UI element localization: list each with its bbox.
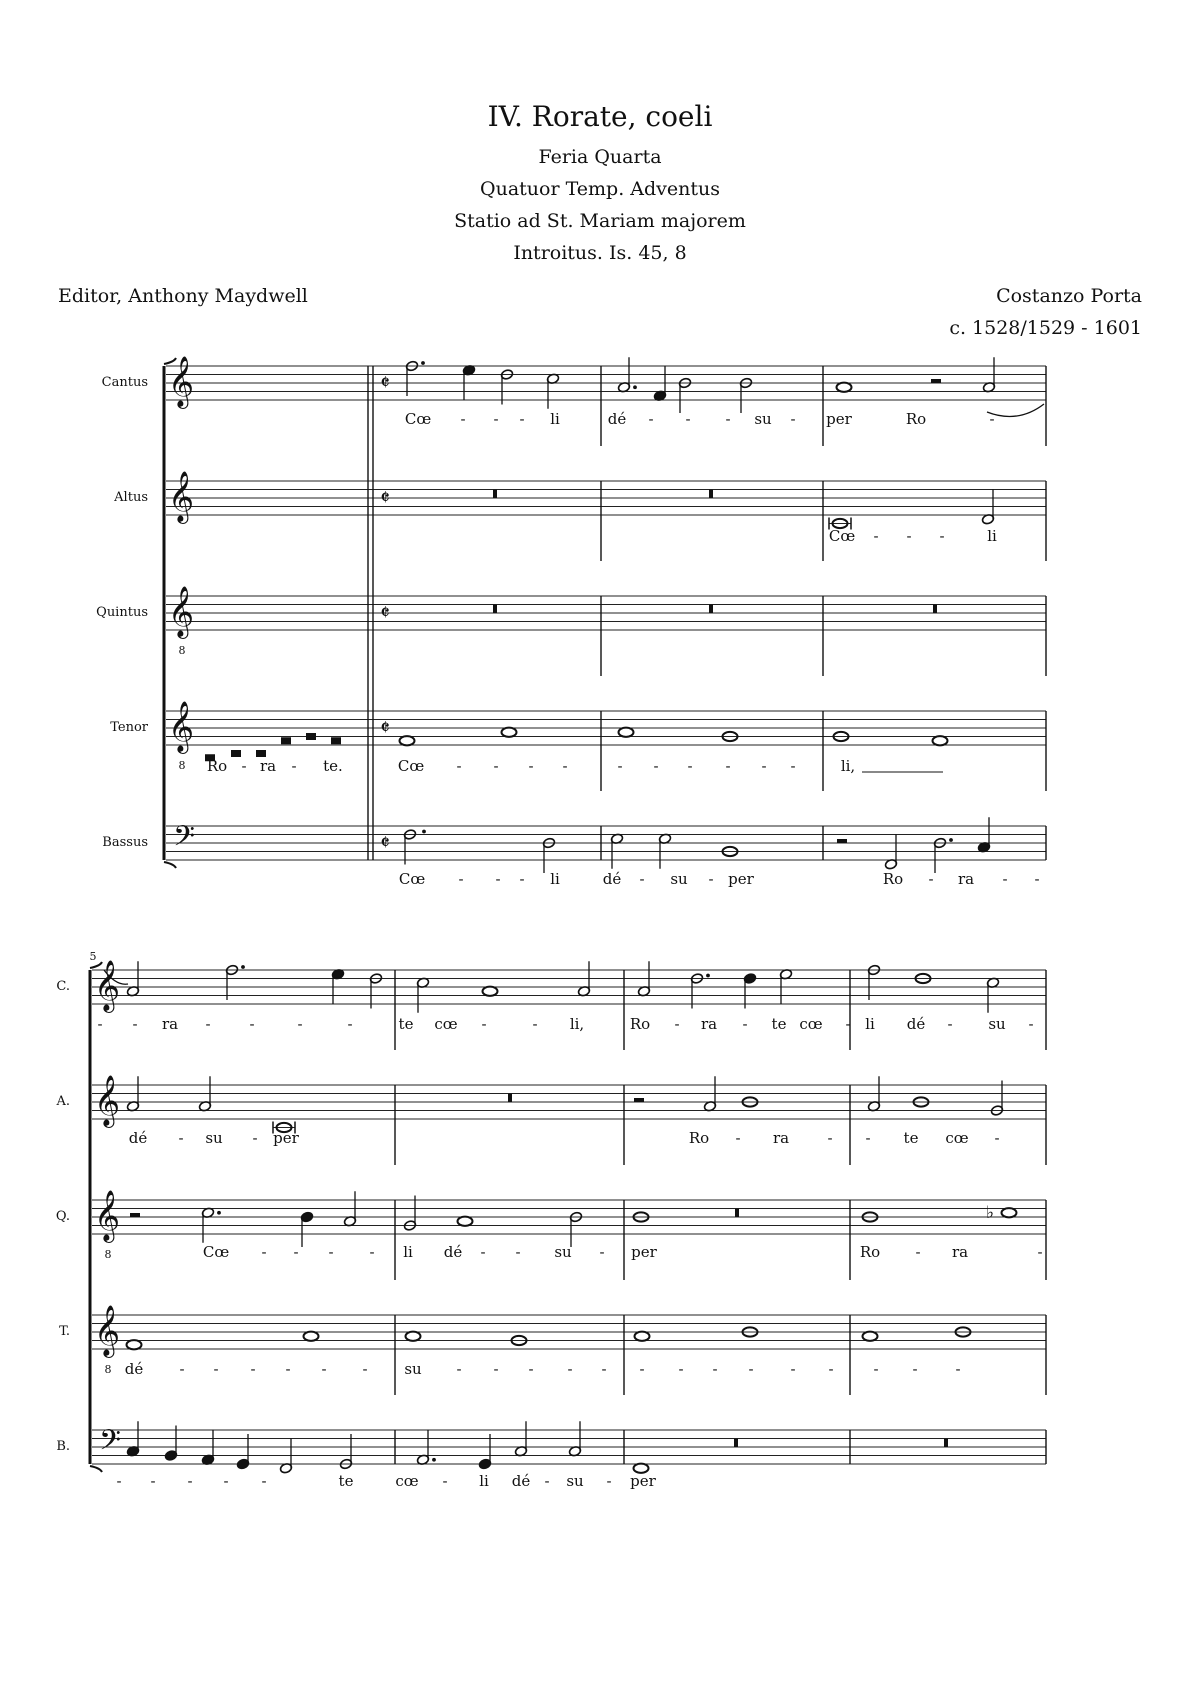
note-h <box>867 1076 880 1112</box>
lyric-syllable: dé <box>124 1360 144 1378</box>
note-q <box>201 1430 214 1466</box>
lyric-syllable: ra <box>951 1243 969 1261</box>
lyric-syllable: ra <box>957 870 975 888</box>
composer-dates: c. 1528/1529 - 1601 <box>949 317 1142 339</box>
lyric-syllable: - <box>480 1243 486 1261</box>
note-q <box>743 973 756 1009</box>
lyric-syllable: - <box>712 1360 718 1378</box>
lyric-syllable: - <box>606 1472 612 1490</box>
note-w <box>483 987 498 996</box>
lyric-syllable: - <box>205 1015 211 1033</box>
lyric-syllable: Ro <box>206 757 228 775</box>
bass-clef: 𝄢 <box>99 1424 121 1464</box>
treble-clef: 𝄞 <box>93 960 121 1011</box>
lyric-syllable: te <box>398 1015 414 1033</box>
note-h <box>610 833 623 869</box>
lyric-syllable: - <box>601 1360 607 1378</box>
page-title: IV. Rorate, coeli <box>487 100 713 133</box>
treble-clef: 𝄞 <box>93 1190 121 1241</box>
half-rest <box>634 1098 644 1102</box>
note-h <box>577 961 590 997</box>
treble-clef-octave-mark: 8 <box>104 1248 112 1261</box>
note-w <box>406 1332 421 1341</box>
lyric-syllable: ra <box>161 1015 179 1033</box>
lyric-syllable: - <box>1034 870 1040 888</box>
lyric-syllable: su <box>404 1360 422 1378</box>
lyric-syllable: - <box>223 1472 229 1490</box>
part-name-abbrev: A. <box>56 1094 70 1109</box>
chant-neume <box>256 750 266 757</box>
treble-clef-octave-mark: 8 <box>104 1363 112 1376</box>
lyric-syllable: cœ <box>434 1015 458 1033</box>
lyric-syllable: - <box>928 870 934 888</box>
lyric-syllable: per <box>273 1129 299 1147</box>
lyric-syllable: - <box>873 1360 879 1378</box>
lyric-syllable: Cœ <box>202 1243 230 1261</box>
part-name-abbrev: C. <box>56 979 70 994</box>
subtitle-feria: Feria Quarta <box>538 146 662 168</box>
lyric-syllable: te <box>338 1472 354 1490</box>
lyric-syllable: Ro <box>859 1243 881 1261</box>
chant-neume <box>231 750 241 757</box>
chant-neume <box>306 733 316 740</box>
treble-clef: 𝄞 <box>93 1075 121 1126</box>
note-hd <box>617 357 637 393</box>
lyric-syllable: - <box>845 1015 851 1033</box>
lyric-syllable: per <box>630 1472 656 1490</box>
lyric-syllable: - <box>456 757 462 775</box>
lyric-syllable: - <box>460 410 466 428</box>
note-q <box>331 968 344 1004</box>
treble-clef-octave-mark: 8 <box>178 759 186 772</box>
note-q <box>478 1434 491 1470</box>
lyric-syllable: Ro <box>905 410 927 428</box>
note-h <box>658 833 671 869</box>
note-h <box>126 1076 139 1112</box>
lyric-syllable: li, <box>840 757 856 775</box>
lyric-syllable: - <box>328 1243 334 1261</box>
lyric-syllable: - <box>1002 870 1008 888</box>
lyric-syllable: - <box>249 1015 255 1033</box>
note-w <box>1002 1208 1017 1217</box>
augmentation-dot <box>422 830 426 834</box>
lyric-syllable: li <box>987 527 997 545</box>
subtitle-introitus: Introitus. Is. 45, 8 <box>513 242 687 264</box>
subtitle-tempora: Quatuor Temp. Adventus <box>480 178 720 200</box>
breve-rest <box>933 605 937 614</box>
lyric-syllable: - <box>481 1015 487 1033</box>
note-h <box>198 1076 211 1112</box>
breve-rest <box>493 605 497 614</box>
treble-clef: 𝄞 <box>167 471 195 522</box>
note-q <box>653 366 666 402</box>
lyric-syllable: - <box>947 1015 953 1033</box>
lyric-syllable: - <box>150 1472 156 1490</box>
lyric-syllable: li <box>550 870 560 888</box>
breve-rest <box>493 490 497 499</box>
lyric-syllable: - <box>639 870 645 888</box>
tie-arc <box>987 404 1044 417</box>
part-name-abbrev: Q. <box>55 1209 70 1224</box>
lyric-syllable: - <box>132 1015 138 1033</box>
lyric-syllable: - <box>493 410 499 428</box>
lyric-syllable: - <box>515 1243 521 1261</box>
breve-rest <box>709 490 713 499</box>
breve-rest <box>734 1439 738 1448</box>
chant-neume <box>281 737 291 744</box>
note-w <box>933 736 948 745</box>
cut-time-sign: 𝄵 <box>380 371 390 396</box>
part-name-abbrev: T. <box>59 1324 70 1339</box>
lyric-syllable: - <box>528 1360 534 1378</box>
lyric-syllable: su <box>554 1243 572 1261</box>
lyric-syllable: - <box>761 757 767 775</box>
note-h <box>568 1421 581 1457</box>
lyric-syllable: li <box>479 1472 489 1490</box>
lyric-syllable: cœ <box>799 1015 823 1033</box>
treble-clef: 𝄞 <box>167 701 195 752</box>
note-h <box>982 357 995 393</box>
breve-rest <box>709 605 713 614</box>
lyric-syllable: - <box>790 1360 796 1378</box>
note-h <box>986 977 999 1013</box>
measure-number: 5 <box>89 950 97 963</box>
treble-clef-octave-mark: 8 <box>178 644 186 657</box>
lyric-syllable: te. <box>323 757 343 775</box>
note-q <box>462 364 475 400</box>
breve-rest <box>944 1439 948 1448</box>
lyric-syllable: - <box>674 1015 680 1033</box>
lyric-syllable: - <box>261 1243 267 1261</box>
lyric-syllable: - <box>519 870 525 888</box>
lyric-syllable: - <box>906 527 912 545</box>
lyric-syllable: - <box>1028 1015 1034 1033</box>
lyric-syllable: - <box>617 757 623 775</box>
lyric-syllable: - <box>213 1360 219 1378</box>
lyric-syllable: - <box>685 410 691 428</box>
lyric-syllable: - <box>748 1360 754 1378</box>
lyric-syllable: ra <box>259 757 277 775</box>
note-h <box>514 1421 527 1457</box>
lyric-syllable: te <box>903 1129 919 1147</box>
chant-neume <box>331 737 341 744</box>
lyric-syllable: - <box>687 757 693 775</box>
note-h <box>546 373 559 409</box>
lyric-syllable: - <box>293 1243 299 1261</box>
lyric-syllable: dé <box>511 1472 531 1490</box>
note-w <box>304 1332 319 1341</box>
lyric-syllable: - <box>955 1360 961 1378</box>
half-rest <box>837 839 847 843</box>
lyric-syllable: - <box>241 757 247 775</box>
note-h <box>703 1076 716 1112</box>
note-h <box>279 1438 292 1474</box>
lyric-syllable: - <box>297 1015 303 1033</box>
lyric-syllable: per <box>728 870 754 888</box>
note-q <box>977 817 990 853</box>
note-h <box>779 968 792 1004</box>
lyric-syllable: te <box>771 1015 787 1033</box>
lyric-syllable: dé <box>128 1129 148 1147</box>
note-h <box>126 961 139 997</box>
lyric-syllable: - <box>989 410 995 428</box>
part-name: Bassus <box>102 835 148 850</box>
lyric-syllable: - <box>994 1129 1000 1147</box>
lyric-syllable: - <box>544 1472 550 1490</box>
lyric-syllable: - <box>567 1360 573 1378</box>
lyric-syllable: dé <box>602 870 622 888</box>
part-name: Tenor <box>110 720 148 735</box>
lyric-syllable: - <box>725 757 731 775</box>
bass-clef: 𝄢 <box>173 820 195 860</box>
lyric-syllable: - <box>742 1015 748 1033</box>
lyric-syllable: - <box>708 870 714 888</box>
note-q <box>126 1421 139 1457</box>
lyric-syllable: Ro <box>688 1129 710 1147</box>
lyric-syllable: - <box>252 1129 258 1147</box>
half-rest <box>130 1213 140 1217</box>
lyric-syllable: su <box>566 1472 584 1490</box>
lyric-syllable: - <box>285 1360 291 1378</box>
note-w <box>837 383 852 392</box>
lyric-syllable: - <box>528 757 534 775</box>
part-name: Cantus <box>101 375 148 390</box>
lyric-syllable: Cœ <box>397 757 425 775</box>
note-hd <box>201 1207 221 1243</box>
cut-time-sign: 𝄵 <box>380 486 390 511</box>
note-w <box>619 728 634 737</box>
lyric-syllable: - <box>369 1243 375 1261</box>
lyric-syllable: - <box>178 1129 184 1147</box>
lyric-syllable: - <box>865 1129 871 1147</box>
lyric-syllable: - <box>639 1360 645 1378</box>
lyric-syllable: dé <box>607 410 627 428</box>
note-w <box>458 1217 473 1226</box>
note-w <box>635 1332 650 1341</box>
lyric-syllable: - <box>562 757 568 775</box>
lyric-syllable: - <box>735 1129 741 1147</box>
note-w <box>863 1332 878 1341</box>
lyric-syllable: - <box>493 1360 499 1378</box>
treble-clef: 𝄞 <box>167 586 195 637</box>
lyric-syllable: - <box>827 1129 833 1147</box>
lyric-syllable: - <box>458 870 464 888</box>
cut-time-sign: 𝄵 <box>380 716 390 741</box>
lyric-syllable: Ro <box>882 870 904 888</box>
lyric-syllable: - <box>495 870 501 888</box>
lyric-syllable: Cœ <box>828 527 856 545</box>
lyric-syllable: li <box>403 1243 413 1261</box>
note-q <box>300 1211 313 1247</box>
flat-sign: ♭ <box>985 1202 995 1223</box>
lyric-syllable: - <box>790 757 796 775</box>
system-bracket-bottom <box>90 1466 102 1472</box>
lyric-syllable: - <box>939 527 945 545</box>
lyric-syllable: - <box>648 410 654 428</box>
cut-time-sign: 𝄵 <box>380 831 390 856</box>
composer-name: Costanzo Porta <box>996 285 1142 307</box>
lyric-syllable: Cœ <box>404 410 432 428</box>
lyric-syllable: su <box>670 870 688 888</box>
note-h <box>343 1191 356 1227</box>
lyric-syllable: - <box>519 410 525 428</box>
lyric-syllable: - <box>97 1015 103 1033</box>
lyric-syllable: - <box>116 1472 122 1490</box>
lyric-syllable: - <box>790 410 796 428</box>
editor-credit: Editor, Anthony Maydwell <box>58 285 308 307</box>
treble-clef: 𝄞 <box>93 1305 121 1356</box>
lyric-syllable: dé <box>443 1243 463 1261</box>
note-w <box>400 736 415 745</box>
treble-clef: 𝄞 <box>167 356 195 407</box>
note-q <box>236 1434 249 1470</box>
lyric-syllable: li, <box>569 1015 585 1033</box>
lyric-syllable: li <box>550 410 560 428</box>
lyric-syllable: - <box>347 1015 353 1033</box>
lyric-syllable: - <box>291 757 297 775</box>
lyric-syllable: - <box>828 1360 834 1378</box>
note-w <box>502 728 517 737</box>
part-name: Quintus <box>96 605 148 620</box>
lyric-syllable: - <box>873 527 879 545</box>
lyric-syllable: per <box>631 1243 657 1261</box>
breve-rest <box>735 1209 739 1218</box>
lyric-syllable: cœ <box>395 1472 419 1490</box>
lyric-syllable: - <box>653 757 659 775</box>
lyric-syllable: dé <box>906 1015 926 1033</box>
note-hd <box>416 1430 436 1466</box>
subtitle-statio: Statio ad St. Mariam majorem <box>454 210 746 232</box>
lyric-syllable: ra <box>772 1129 790 1147</box>
lyric-syllable: su <box>988 1015 1006 1033</box>
note-q <box>164 1426 177 1462</box>
lyric-syllable: su <box>205 1129 223 1147</box>
breve-rest <box>508 1094 512 1103</box>
lyric-syllable: - <box>321 1360 327 1378</box>
note-h <box>637 961 650 997</box>
lyric-syllable: - <box>678 1360 684 1378</box>
lyric-syllable: - <box>261 1472 267 1490</box>
lyric-syllable: - <box>1037 1243 1043 1261</box>
note-h <box>416 977 429 1013</box>
lyric-syllable: ra <box>700 1015 718 1033</box>
lyric-syllable: - <box>725 410 731 428</box>
lyric-syllable: - <box>912 1360 918 1378</box>
half-rest <box>931 379 941 383</box>
lyric-syllable: li <box>865 1015 875 1033</box>
lyric-syllable: - <box>599 1243 605 1261</box>
lyric-syllable: - <box>179 1360 185 1378</box>
note-h <box>884 834 897 870</box>
lyric-syllable: - <box>532 1015 538 1033</box>
lyric-syllable: - <box>915 1243 921 1261</box>
lyric-syllable: - <box>362 1360 368 1378</box>
lyric-syllable: Cœ <box>398 870 426 888</box>
lyric-syllable: - <box>250 1360 256 1378</box>
lyric-syllable: - <box>493 757 499 775</box>
system-bracket-bottom <box>164 862 176 868</box>
lyric-syllable: su <box>754 410 772 428</box>
part-name-abbrev: B. <box>56 1439 70 1454</box>
lyric-syllable: Ro <box>629 1015 651 1033</box>
lyric-syllable: - <box>442 1472 448 1490</box>
note-h <box>981 489 994 525</box>
lyric-syllable: - <box>187 1472 193 1490</box>
note-w <box>127 1340 142 1349</box>
part-name: Altus <box>114 490 148 505</box>
lyric-syllable: - <box>456 1360 462 1378</box>
lyric-syllable: per <box>826 410 852 428</box>
cut-time-sign: 𝄵 <box>380 601 390 626</box>
lyric-syllable: cœ <box>945 1129 969 1147</box>
